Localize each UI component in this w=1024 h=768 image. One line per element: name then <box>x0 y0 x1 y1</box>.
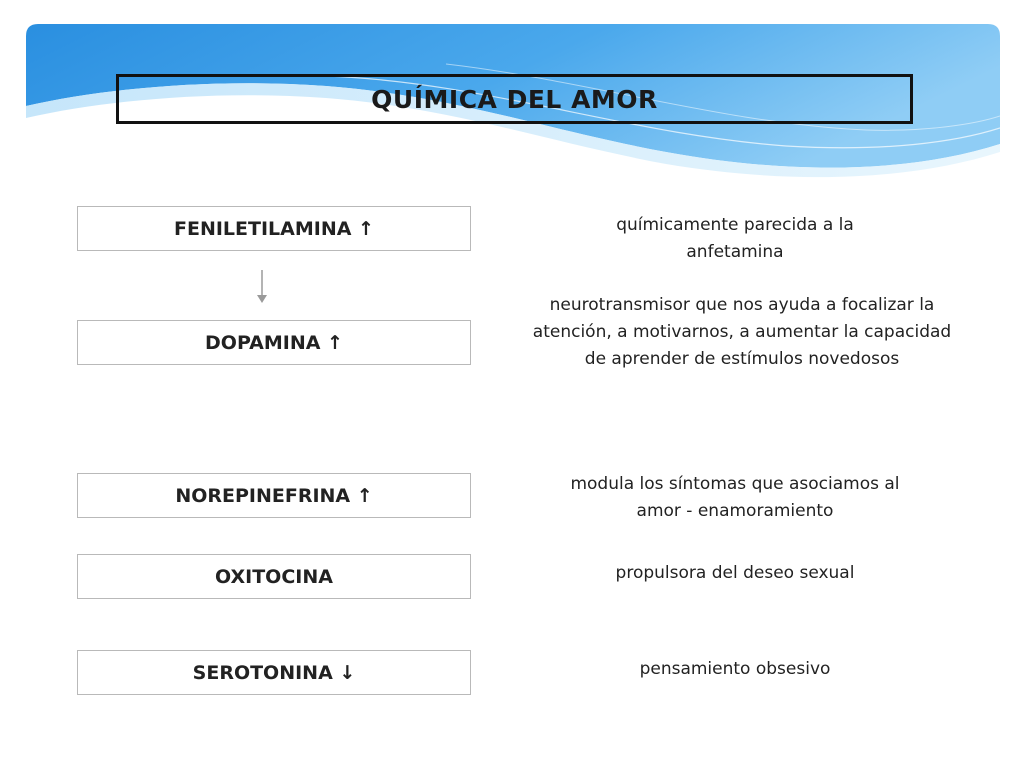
page-title: QUÍMICA DEL AMOR <box>371 84 658 114</box>
chemical-box-serotonina: SEROTONINA ↓ <box>77 650 471 695</box>
description-line: atención, a motivarnos, a aumentar la capacidad <box>532 322 952 342</box>
description-line: de aprender de estímulos novedosos <box>584 349 900 369</box>
chemical-box-norepinefrina: NOREPINEFRINA ↑ <box>77 473 471 518</box>
chemical-box-feniletilamina: FENILETILAMINA ↑ <box>77 206 471 251</box>
title-box <box>116 74 913 124</box>
description-line: modula los síntomas que asociamos al <box>570 474 900 494</box>
description-dopamina <box>508 292 976 373</box>
description-line: neurotransmisor que nos ayuda a focalizar la <box>549 295 935 315</box>
description-line: químicamente parecida a la <box>616 215 854 235</box>
chemical-box-oxitocina: OXITOCINA <box>77 554 471 599</box>
description-line: pensamiento obsesivo <box>639 659 831 679</box>
description-serotonina <box>560 656 910 683</box>
description-feniletilamina <box>560 212 910 266</box>
description-line: amor - enamoramiento <box>636 501 834 521</box>
description-line: propulsora del deseo sexual <box>615 563 855 583</box>
description-oxitocina <box>560 560 910 587</box>
down-arrow-icon <box>252 268 272 306</box>
chemical-box-dopamina: DOPAMINA ↑ <box>77 320 471 365</box>
description-line: anfetamina <box>686 242 784 262</box>
description-norepinefrina <box>540 471 930 525</box>
